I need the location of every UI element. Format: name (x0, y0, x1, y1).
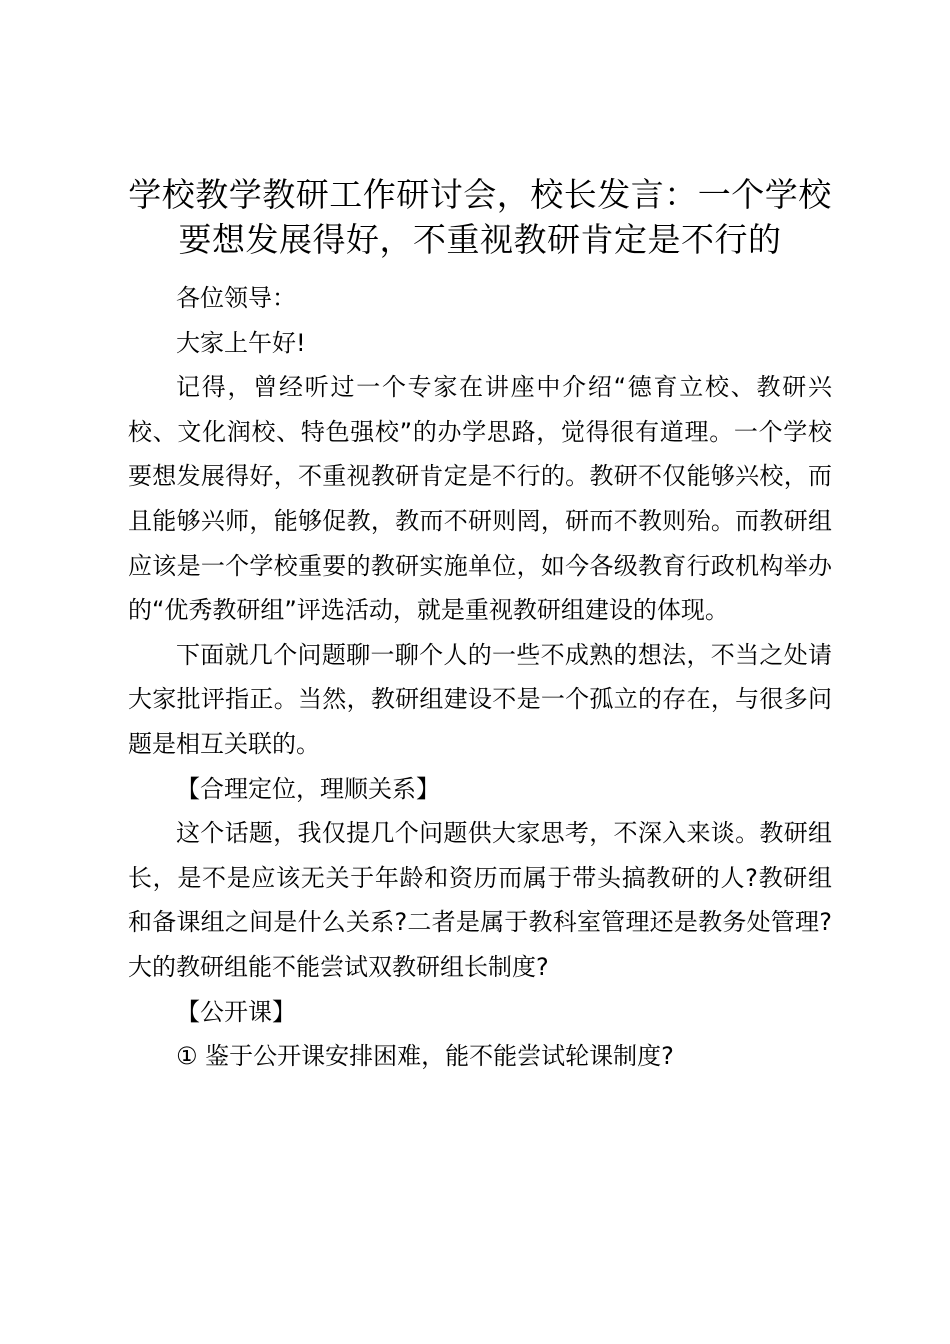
paragraph-open-class-item-1: ① 鉴于公开课安排困难，能不能尝试轮课制度? (176, 1042, 674, 1071)
paragraph-intro: 记得，曾经听过一个专家在讲座中介绍“德育立校、教研兴校、文化润校、特色强校”的办学思路，觉得很有道理。一个学校要想发展得好，不重视教研肯定是不行的。教研不仅能够兴校，而且能够兴师，能够促教，教而不研则罔，研而不教则殆。而教研组应该是一个学校重要的教研实施单位，如今各级教育行政机构举办的“优秀教研组”评选活动，就是重视教研组建设的体现。 (128, 373, 832, 625)
section-heading-positioning: 【合理定位，理顺关系】 (176, 774, 440, 803)
document-page (128, 172, 832, 1079)
document-title: 学校教学教研工作研讨会，校长发言：一个学校要想发展得好，不重视教研肯定是不行的 (128, 175, 832, 259)
paragraph-preface: 下面就几个问题聊一聊个人的一些不成熟的想法，不当之处请大家批评指正。当然，教研组建设不是一个孤立的存在，与很多问题是相互关联的。 (128, 640, 832, 758)
section-heading-open-class: 【公开课】 (176, 997, 296, 1026)
paragraph-positioning: 这个话题，我仅提几个问题供大家思考，不深入来谈。教研组长，是不是应该无关于年龄和资历而属于带头搞教研的人?教研组和备课组之间是什么关系?二者是属于教科室管理还是教务处管理?大的教研组能不能尝试双教研组长制度? (128, 819, 832, 981)
paragraph-greeting: 大家上午好! (176, 328, 306, 357)
paragraph-salutation: 各位领导： (176, 284, 296, 312)
document-body (128, 276, 832, 1079)
